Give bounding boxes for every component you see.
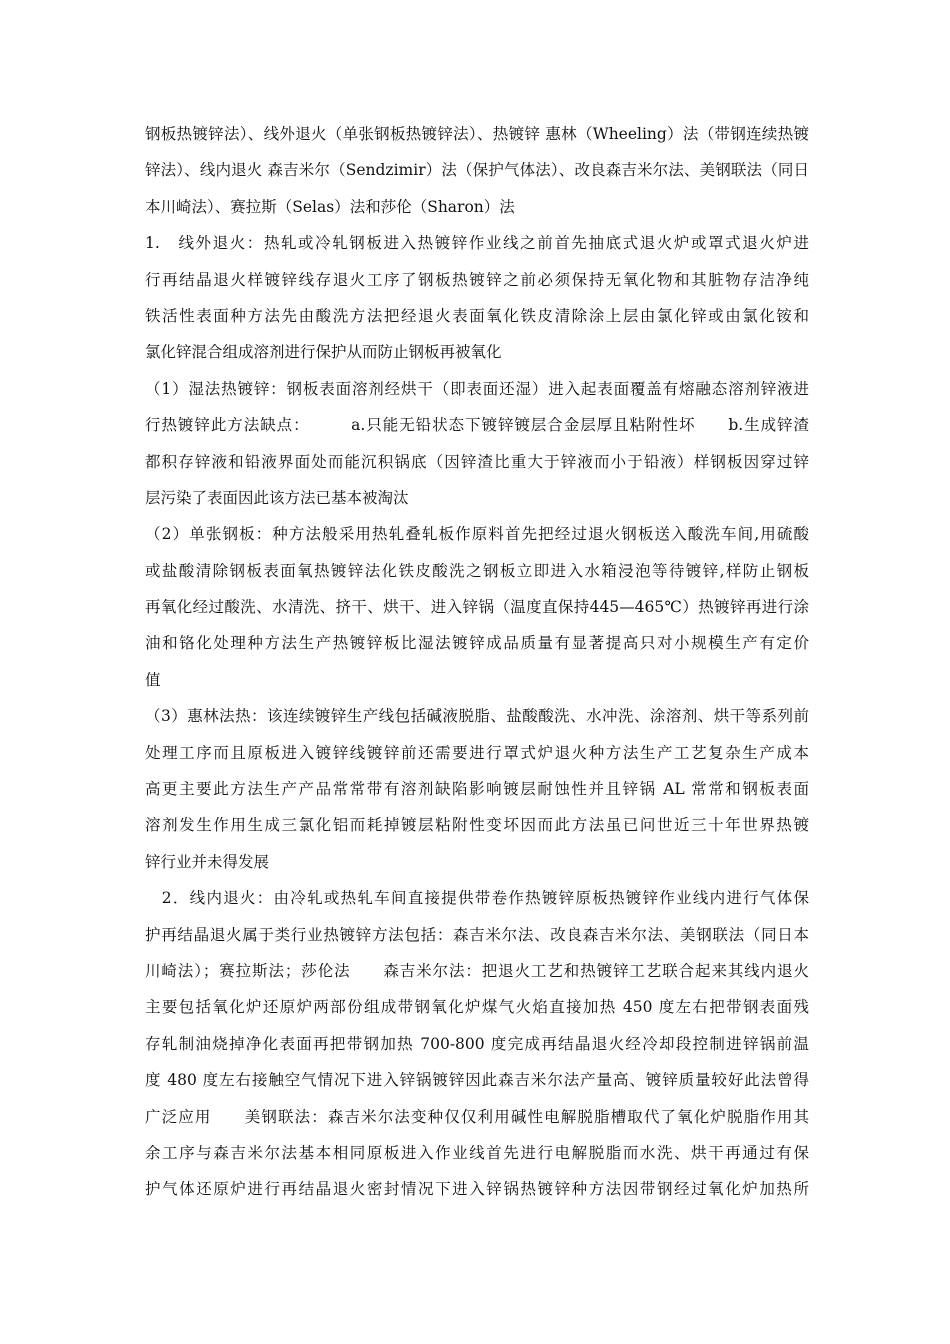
text-line: 铁活性表面种方法先由酸洗方法把经退火表面氧化铁皮清除涂上层由氯化锌或由氯化铵和 [145, 306, 809, 325]
text-line: 都积存锌液和铅液界面处而能沉积锅底（因锌渣比重大于锌液而小于铅液）样钢板因穿过锌 [145, 452, 809, 471]
text-line: 护再结晶退火属于类行业热镀锌方法包括：森吉米尔法、改良森吉米尔法、美钢联法（同日本 [145, 925, 809, 944]
text-line: 值 [145, 670, 161, 689]
text-line: 广泛应用 美钢联法：森吉米尔法变种仅仅利用碱性电解脱脂槽取代了氧化炉脱脂作用其 [145, 1107, 809, 1126]
text-line: 行再结晶退火样镀锌线存退火工序了钢板热镀锌之前必须保持无氧化物和其脏物存洁净纯 [145, 270, 809, 289]
document-body [145, 116, 809, 1208]
text-line: 主要包括氧化炉还原炉两部份组成带钢氧化炉煤气火焰直接加热 450 度左右把带钢表面残 [145, 998, 809, 1017]
text-line: 锌行业并未得发展 [145, 852, 270, 871]
text-line: 存轧制油烧掉净化表面再把带钢加热 700-800 度完成再结晶退火经冷却段控制进锌锅前温 [145, 1034, 809, 1053]
text-line: 氯化锌混合组成溶剂进行保护从而防止钢板再被氧化 [145, 343, 502, 362]
numbered-heading-line: （3）惠林法热：该连续镀锌生产线包括碱液脱脂、盐酸酸洗、水冲洗、涂溶剂、烘干等系列前 [145, 707, 809, 726]
numbered-heading-line: 2．线内退火：由冷轧或热轧车间直接提供带卷作热镀锌原板热镀锌作业线内进行气体保 [145, 889, 809, 908]
numbered-heading-line: 1. 线外退火：热轧或冷轧钢板进入热镀锌作业线之前首先抽底式退火炉或罩式退火炉进 [145, 234, 809, 253]
text-line: 溶剂发生作用生成三氯化铝而耗掉镀层粘附性变坏因而此方法虽已问世近三十年世界热镀 [145, 816, 809, 835]
text-line: 余工序与森吉米尔法基本相同原板进入作业线首先进行电解脱脂而水洗、烘干再通过有保 [145, 1143, 809, 1162]
numbered-heading-line: （2）单张钢板：种方法般采用热轧叠轧板作原料首先把经过退火钢板送入酸洗车间,用硫酸 [145, 525, 809, 544]
text-line: 锌法）、线内退火 森吉米尔（Sendzimir）法（保护气体法）、改良森吉米尔法、美钢联法（同日 [145, 161, 809, 180]
text-line: 再氧化经过酸洗、水清洗、挤干、烘干、进入锌锅（温度直保持445—465℃）热镀锌再进行涂 [145, 598, 809, 617]
text-line: 高更主要此方法生产产品常常带有溶剂缺陷影响镀层耐蚀性并且锌锅 AL 常常和钢板表面 [145, 780, 809, 799]
text-line: 层污染了表面因此该方法已基本被淘汰 [145, 488, 409, 507]
text-line: 本川崎法）、赛拉斯（Selas）法和莎伦（Sharon）法 [145, 197, 515, 216]
text-line: 川崎法）；赛拉斯法；莎伦法 森吉米尔法：把退火工艺和热镀锌工艺联合起来其线内退火 [145, 961, 809, 980]
text-line: 度 480 度左右接触空气情况下进入锌锅镀锌因此森吉米尔法产量高、镀锌质量较好此法曾得 [145, 1071, 809, 1090]
text-line: 油和铬化处理种方法生产热镀锌板比湿法镀锌成品质量有显著提高只对小规模生产有定价 [145, 634, 809, 653]
numbered-heading-line: （1）湿法热镀锌：钢板表面溶剂经烘干（即表面还湿）进入起表面覆盖有熔融态溶剂锌液进 [145, 379, 809, 398]
text-line: 钢板热镀锌法）、线外退火（单张钢板热镀锌法）、热镀锌 惠林（Wheeling）法（带钢连续热镀 [145, 125, 809, 143]
text-line: 或盐酸清除钢板表面氧热镀锌法化铁皮酸洗之钢板立即进入水箱浸泡等待镀锌,样防止钢板 [145, 561, 809, 580]
text-line: 护气体还原炉进行再结晶退火密封情况下进入锌锅热镀锌种方法因带钢经过氧化炉加热所 [145, 1180, 809, 1199]
text-line: 行热镀锌此方法缺点： a.只能无铅状态下镀锌镀层合金层厚且粘附性坏 b.生成锌渣 [145, 416, 809, 435]
text-line: 处理工序而且原板进入镀锌线镀锌前还需要进行罩式炉退火种方法生产工艺复杂生产成本 [145, 743, 809, 762]
